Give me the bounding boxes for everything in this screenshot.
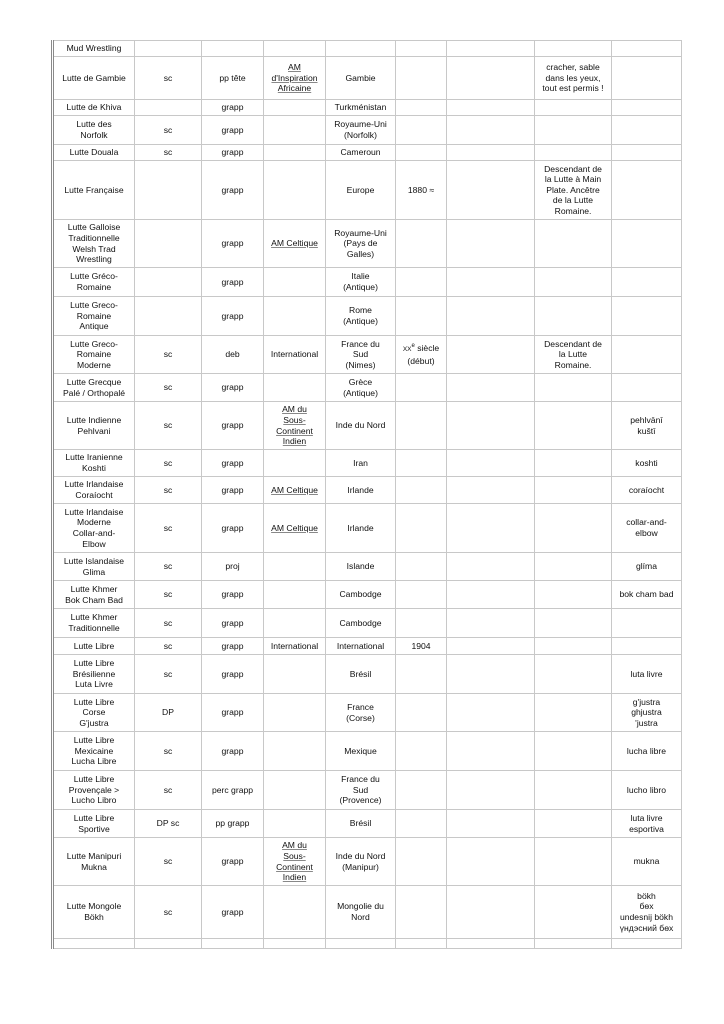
cell-context [135, 41, 202, 57]
cell-extra [447, 220, 535, 268]
cell-name: Lutte Libre Brésilienne Luta Livre [53, 655, 135, 694]
cell-context [135, 161, 202, 220]
table-row [53, 220, 682, 268]
cell-technique: grapp [202, 838, 264, 886]
cell-technique: grapp [202, 374, 264, 402]
cell-date [396, 477, 447, 504]
cell-original-term [612, 336, 682, 374]
cell-date [396, 41, 447, 57]
century-superscript: e [411, 343, 415, 350]
cell-notes [535, 838, 612, 886]
cell-original-term [612, 374, 682, 402]
cell-notes [535, 732, 612, 771]
cell-extra [447, 886, 535, 939]
cell-extra [447, 810, 535, 838]
cell-original-term: koshti [612, 450, 682, 477]
cell-original-term: lucho libro [612, 771, 682, 810]
cell-name: Lutte Irlandaise Coraíocht [53, 477, 135, 504]
cell-category [264, 810, 326, 838]
cell-region: Cambodge [326, 609, 396, 638]
cell-region: Royaume-Uni (Norfolk) [326, 116, 396, 145]
cell-technique: grapp [202, 100, 264, 116]
cell-original-term: luta livre esportiva [612, 810, 682, 838]
cell-region: Brésil [326, 655, 396, 694]
cell-technique: grapp [202, 638, 264, 655]
cell-technique: grapp [202, 402, 264, 450]
table-row [53, 886, 682, 939]
cell-category [264, 771, 326, 810]
cell-date [396, 810, 447, 838]
cell-context [135, 220, 202, 268]
table-row [53, 504, 682, 553]
table-body [53, 41, 682, 949]
cell-name: Lutte Indienne Pehlvani [53, 402, 135, 450]
table-row [53, 838, 682, 886]
cell-name: Lutte Irlandaise Moderne Collar-and- Elbow [53, 504, 135, 553]
cell-notes [535, 939, 612, 949]
cell-original-term [612, 939, 682, 949]
cell-context: sc [135, 336, 202, 374]
cell-notes [535, 581, 612, 609]
cell-name: Lutte Libre [53, 638, 135, 655]
cell-region: Cameroun [326, 145, 396, 161]
cell-date [396, 771, 447, 810]
cell-category [264, 145, 326, 161]
cell-extra [447, 771, 535, 810]
cell-extra [447, 374, 535, 402]
cell-date [396, 609, 447, 638]
cell-extra [447, 553, 535, 581]
cell-context [135, 939, 202, 949]
cell-name: Lutte Manipuri Mukna [53, 838, 135, 886]
cell-date [396, 655, 447, 694]
cell-context: sc [135, 450, 202, 477]
century-numeral: XX [402, 345, 412, 353]
cell-notes [535, 100, 612, 116]
cell-category [264, 732, 326, 771]
table-row [53, 810, 682, 838]
cell-name: Lutte Française [53, 161, 135, 220]
cell-technique: perc grapp [202, 771, 264, 810]
cell-extra [447, 57, 535, 100]
cell-name: Lutte Gréco- Romaine [53, 268, 135, 297]
cell-extra [447, 609, 535, 638]
cell-date [396, 220, 447, 268]
cell-region: Grèce (Antique) [326, 374, 396, 402]
cell-name: Mud Wrestling [53, 41, 135, 57]
cell-date [396, 100, 447, 116]
table-row [53, 374, 682, 402]
cell-date [396, 374, 447, 402]
cell-category [264, 268, 326, 297]
cell-original-term [612, 116, 682, 145]
martial-arts-table [51, 40, 682, 949]
table-row [53, 100, 682, 116]
cell-category [264, 41, 326, 57]
cell-technique: grapp [202, 145, 264, 161]
cell-extra [447, 336, 535, 374]
cell-category [264, 297, 326, 336]
cell-region: International [326, 638, 396, 655]
cell-context: sc [135, 57, 202, 100]
cell-context: sc [135, 374, 202, 402]
cell-extra [447, 939, 535, 949]
cell-notes [535, 145, 612, 161]
cell-original-term [612, 268, 682, 297]
cell-notes [535, 655, 612, 694]
cell-name: Lutte Libre Mexicaine Lucha Libre [53, 732, 135, 771]
cell-notes [535, 504, 612, 553]
cell-name: Lutte Douala [53, 145, 135, 161]
cell-technique: grapp [202, 297, 264, 336]
cell-context [135, 100, 202, 116]
cell-notes [535, 41, 612, 57]
cell-notes [535, 638, 612, 655]
cell-original-term: mukna [612, 838, 682, 886]
cell-original-term: bok cham bad [612, 581, 682, 609]
cell-category [264, 609, 326, 638]
cell-extra [447, 694, 535, 732]
cell-date [396, 838, 447, 886]
cell-region: Rome (Antique) [326, 297, 396, 336]
cell-notes [535, 297, 612, 336]
cell-context: sc [135, 477, 202, 504]
cell-category [264, 116, 326, 145]
cell-category: AM d'Inspiration Africaine [264, 57, 326, 100]
cell-context [135, 268, 202, 297]
cell-category [264, 939, 326, 949]
cell-original-term [612, 638, 682, 655]
cell-category [264, 450, 326, 477]
cell-notes: Descendant de la Lutte à Main Plate. Ancêtre de la Lutte Romaine. [535, 161, 612, 220]
cell-region: Brésil [326, 810, 396, 838]
cell-original-term: pehlvānī kuštī [612, 402, 682, 450]
cell-context: sc [135, 116, 202, 145]
cell-technique: grapp [202, 504, 264, 553]
cell-notes [535, 886, 612, 939]
cell-region: Europe [326, 161, 396, 220]
cell-extra [447, 116, 535, 145]
table-row [53, 771, 682, 810]
cell-context: sc [135, 402, 202, 450]
cell-date [396, 581, 447, 609]
cell-context: sc [135, 145, 202, 161]
table-row [53, 609, 682, 638]
table-row [53, 402, 682, 450]
cell-technique: grapp [202, 694, 264, 732]
cell-original-term [612, 609, 682, 638]
cell-technique: grapp [202, 116, 264, 145]
cell-notes [535, 553, 612, 581]
cell-context: DP sc [135, 810, 202, 838]
table-row [53, 161, 682, 220]
cell-notes [535, 220, 612, 268]
cell-category [264, 694, 326, 732]
cell-notes [535, 116, 612, 145]
cell-extra [447, 450, 535, 477]
cell-region [326, 41, 396, 57]
cell-region: Iran [326, 450, 396, 477]
cell-original-term: glíma [612, 553, 682, 581]
cell-category [264, 655, 326, 694]
cell-region: Islande [326, 553, 396, 581]
cell-extra [447, 504, 535, 553]
cell-category: AM Celtique [264, 504, 326, 553]
cell-region: France du Sud (Provence) [326, 771, 396, 810]
cell-notes [535, 810, 612, 838]
cell-name: Lutte Khmer Bok Cham Bad [53, 581, 135, 609]
cell-notes [535, 477, 612, 504]
cell-technique: pp grapp [202, 810, 264, 838]
cell-original-term [612, 41, 682, 57]
cell-category [264, 553, 326, 581]
cell-context: DP [135, 694, 202, 732]
cell-name: Lutte de Khiva [53, 100, 135, 116]
cell-region: Cambodge [326, 581, 396, 609]
cell-name [53, 939, 135, 949]
cell-context: sc [135, 732, 202, 771]
cell-category: AM Celtique [264, 220, 326, 268]
cell-category: International [264, 638, 326, 655]
table-row [53, 336, 682, 374]
table-row [53, 268, 682, 297]
cell-date [396, 297, 447, 336]
cell-category: AM du Sous- Continent Indien [264, 402, 326, 450]
cell-technique: grapp [202, 609, 264, 638]
cell-technique: grapp [202, 655, 264, 694]
cell-name: Lutte des Norfolk [53, 116, 135, 145]
cell-date [396, 939, 447, 949]
cell-notes: cracher, sable dans les yeux, tout est permis ! [535, 57, 612, 100]
cell-date [396, 57, 447, 100]
cell-original-term [612, 145, 682, 161]
cell-name: Lutte Iranienne Koshti [53, 450, 135, 477]
cell-extra [447, 838, 535, 886]
cell-category [264, 581, 326, 609]
cell-region: Inde du Nord [326, 402, 396, 450]
table-row [53, 450, 682, 477]
cell-extra [447, 402, 535, 450]
cell-original-term: bökh бөх undesnij bökh үндэсний бөх [612, 886, 682, 939]
cell-name: Lutte Libre Sportive [53, 810, 135, 838]
cell-region: Gambie [326, 57, 396, 100]
cell-region: Royaume-Uni (Pays de Galles) [326, 220, 396, 268]
cell-original-term [612, 100, 682, 116]
cell-name: Lutte Greco- Romaine Moderne [53, 336, 135, 374]
cell-category [264, 100, 326, 116]
cell-date [396, 145, 447, 161]
cell-original-term: collar-and- elbow [612, 504, 682, 553]
table-row [53, 297, 682, 336]
cell-region: Mongolie du Nord [326, 886, 396, 939]
century-text: siècle (début) [407, 342, 440, 366]
cell-context [135, 297, 202, 336]
cell-technique: grapp [202, 477, 264, 504]
cell-technique: grapp [202, 220, 264, 268]
cell-original-term: lucha libre [612, 732, 682, 771]
cell-context: sc [135, 553, 202, 581]
cell-region: France du Sud (Nimes) [326, 336, 396, 374]
cell-context: sc [135, 886, 202, 939]
cell-extra [447, 732, 535, 771]
cell-name: Lutte Libre Provençale > Lucho Libro [53, 771, 135, 810]
cell-technique: grapp [202, 581, 264, 609]
cell-extra [447, 268, 535, 297]
cell-context: sc [135, 609, 202, 638]
cell-date [396, 268, 447, 297]
cell-extra [447, 41, 535, 57]
cell-extra [447, 100, 535, 116]
cell-date: 1880 ≈ [396, 161, 447, 220]
cell-technique [202, 41, 264, 57]
cell-date [396, 553, 447, 581]
cell-name: Lutte de Gambie [53, 57, 135, 100]
cell-context: sc [135, 638, 202, 655]
cell-region: Mexique [326, 732, 396, 771]
cell-technique: grapp [202, 886, 264, 939]
cell-name: Lutte Mongole Bökh [53, 886, 135, 939]
cell-context: sc [135, 581, 202, 609]
cell-date [396, 450, 447, 477]
cell-context: sc [135, 838, 202, 886]
cell-date [396, 336, 447, 374]
cell-name: Lutte Galloise Traditionnelle Welsh Trad Wrestling [53, 220, 135, 268]
cell-notes [535, 374, 612, 402]
cell-extra [447, 477, 535, 504]
cell-date: 1904 [396, 638, 447, 655]
cell-extra [447, 161, 535, 220]
cell-name: Lutte Libre Corse G'justra [53, 694, 135, 732]
cell-name: Lutte Khmer Traditionnelle [53, 609, 135, 638]
cell-notes [535, 771, 612, 810]
table-row [53, 581, 682, 609]
cell-date [396, 504, 447, 553]
table-row [53, 638, 682, 655]
cell-original-term [612, 220, 682, 268]
cell-extra [447, 297, 535, 336]
cell-original-term: coraíocht [612, 477, 682, 504]
cell-notes [535, 609, 612, 638]
cell-date [396, 116, 447, 145]
cell-category [264, 886, 326, 939]
cell-original-term [612, 297, 682, 336]
table-row [53, 694, 682, 732]
cell-notes [535, 402, 612, 450]
table-row [53, 116, 682, 145]
cell-category: AM du Sous- Continent Indien [264, 838, 326, 886]
cell-context: sc [135, 504, 202, 553]
cell-technique: grapp [202, 161, 264, 220]
cell-region: Italie (Antique) [326, 268, 396, 297]
table-row [53, 939, 682, 949]
cell-technique [202, 939, 264, 949]
cell-category [264, 374, 326, 402]
table-row [53, 145, 682, 161]
cell-original-term [612, 57, 682, 100]
cell-extra [447, 638, 535, 655]
cell-extra [447, 581, 535, 609]
cell-date [396, 402, 447, 450]
cell-context: sc [135, 771, 202, 810]
cell-technique: proj [202, 553, 264, 581]
cell-technique: grapp [202, 450, 264, 477]
cell-region: Irlande [326, 477, 396, 504]
cell-original-term: luta livre [612, 655, 682, 694]
table-row [53, 477, 682, 504]
table-row [53, 732, 682, 771]
cell-region [326, 939, 396, 949]
cell-region: France (Corse) [326, 694, 396, 732]
cell-name: Lutte Greco- Romaine Antique [53, 297, 135, 336]
cell-technique: deb [202, 336, 264, 374]
cell-original-term: g'justra ghjustra 'justra [612, 694, 682, 732]
cell-date [396, 886, 447, 939]
cell-name: Lutte Grecque Palé / Orthopalé [53, 374, 135, 402]
cell-date [396, 732, 447, 771]
table-row [53, 655, 682, 694]
cell-extra [447, 655, 535, 694]
cell-region: Inde du Nord (Manipur) [326, 838, 396, 886]
cell-technique: grapp [202, 268, 264, 297]
cell-original-term [612, 161, 682, 220]
cell-notes [535, 694, 612, 732]
cell-context: sc [135, 655, 202, 694]
cell-notes [535, 450, 612, 477]
cell-region: Turkménistan [326, 100, 396, 116]
cell-category [264, 161, 326, 220]
table-row [53, 553, 682, 581]
cell-notes [535, 268, 612, 297]
cell-category: AM Celtique [264, 477, 326, 504]
cell-extra [447, 145, 535, 161]
cell-notes: Descendant de la Lutte Romaine. [535, 336, 612, 374]
cell-technique: grapp [202, 732, 264, 771]
table-row [53, 41, 682, 57]
cell-date [396, 694, 447, 732]
table-row [53, 57, 682, 100]
cell-name: Lutte Islandaise Glima [53, 553, 135, 581]
cell-category: International [264, 336, 326, 374]
cell-region: Irlande [326, 504, 396, 553]
cell-technique: pp tête [202, 57, 264, 100]
